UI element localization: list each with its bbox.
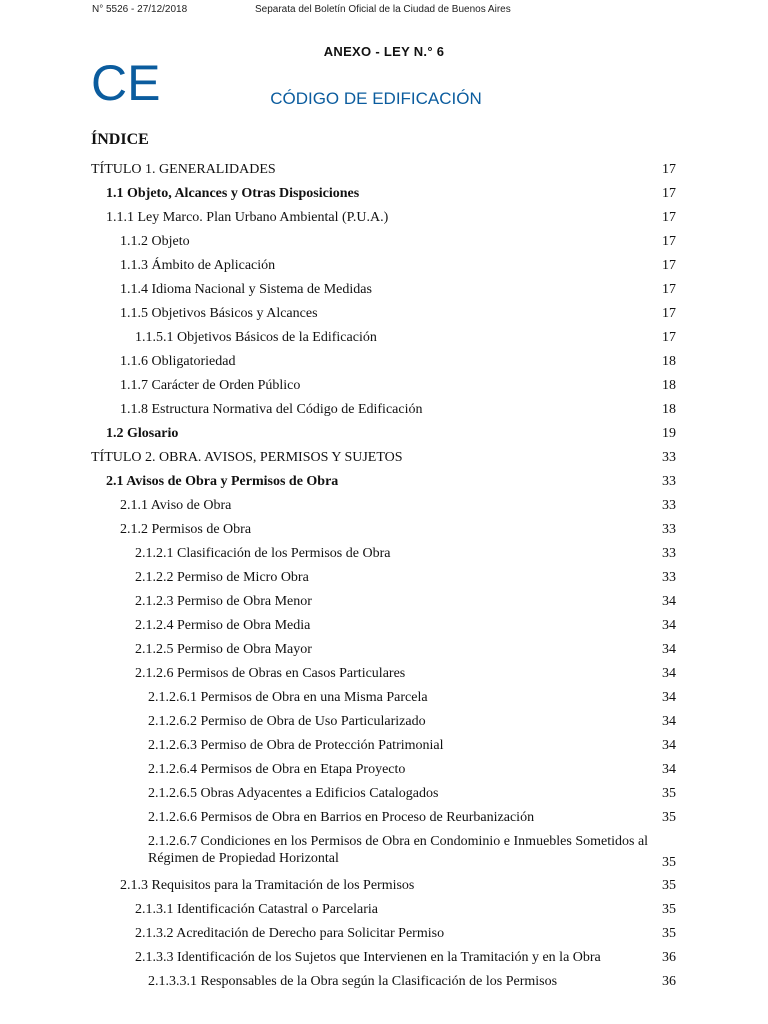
toc-entry-title: 2.1.2.6.1 Permisos de Obra en una Misma Parcela xyxy=(148,690,428,705)
toc-entry[interactable] xyxy=(0,662,768,686)
toc-entry-page: 33 xyxy=(662,450,676,465)
toc-entry-page: 34 xyxy=(662,762,676,777)
toc-entry-page: 34 xyxy=(662,618,676,633)
toc-entry-title: 1.1.5 Objetivos Básicos y Alcances xyxy=(120,306,318,321)
toc-entry[interactable] xyxy=(0,158,768,182)
toc-entry-title: 1.1.8 Estructura Normativa del Código de Edificación xyxy=(120,402,423,417)
toc-entry-title: 1.1.5.1 Objetivos Básicos de la Edificación xyxy=(135,330,377,345)
toc-entry-title: 2.1.2.6.2 Permiso de Obra de Uso Particularizado xyxy=(148,714,426,729)
toc-entry[interactable] xyxy=(0,734,768,758)
toc-entry-page: 17 xyxy=(662,186,676,201)
toc-entry-page: 17 xyxy=(662,162,676,177)
toc-entry-page: 18 xyxy=(662,354,676,369)
toc-entry-title: 1.2 Glosario xyxy=(106,426,179,441)
toc-entry-title: 2.1.2.6.7 Condiciones en los Permisos de Obra en Condominio e Inmuebles Sometidos al Régimen de Propiedad Horizontal xyxy=(148,834,649,866)
toc-entry[interactable] xyxy=(0,470,768,494)
document-title: CÓDIGO DE EDIFICACIÓN xyxy=(270,89,482,108)
toc-entry-page: 35 xyxy=(662,855,676,870)
toc-entry[interactable] xyxy=(0,446,768,470)
toc-entry-title: 2.1.2.1 Clasificación de los Permisos de Obra xyxy=(135,546,391,561)
toc-entry-page: 35 xyxy=(662,810,676,825)
toc-entry-title: 2.1.3.3 Identificación de los Sujetos que Intervienen en la Tramitación y en la Obra xyxy=(135,950,601,965)
anexo-heading: ANEXO - LEY N.° 6 xyxy=(323,44,445,59)
toc-entry-page: 33 xyxy=(662,474,676,489)
toc-entry-title: 2.1.2.4 Permiso de Obra Media xyxy=(135,618,311,633)
toc-entry[interactable] xyxy=(0,302,768,326)
toc-entry[interactable] xyxy=(0,898,768,922)
toc-entry-title: 2.1.2.5 Permiso de Obra Mayor xyxy=(135,642,312,657)
toc-entry-title: 2.1.2.3 Permiso de Obra Menor xyxy=(135,594,312,609)
toc-entry[interactable] xyxy=(0,566,768,590)
toc-entry-page: 33 xyxy=(662,546,676,561)
toc-entry[interactable] xyxy=(0,758,768,782)
toc-entry-page: 34 xyxy=(662,666,676,681)
toc-entry[interactable] xyxy=(0,782,768,806)
toc-entry[interactable] xyxy=(0,374,768,398)
toc-entry-title: 2.1.3 Requisitos para la Tramitación de los Permisos xyxy=(120,878,415,893)
toc-entry-page: 18 xyxy=(662,378,676,393)
toc-entry-page: 33 xyxy=(662,522,676,537)
toc-entry-title: 2.1.1 Aviso de Obra xyxy=(120,498,232,513)
toc-entry-title: 1.1.7 Carácter de Orden Público xyxy=(120,378,301,393)
toc-entry-title: 2.1.3.3.1 Responsables de la Obra según la Clasificación de los Permisos xyxy=(148,974,558,989)
toc-entry-page: 17 xyxy=(662,210,676,225)
toc-entry-page: 33 xyxy=(662,498,676,513)
toc-entry-page: 35 xyxy=(662,926,676,941)
toc-entry[interactable] xyxy=(0,494,768,518)
toc-entry-page: 36 xyxy=(662,974,676,989)
toc-entry[interactable] xyxy=(0,830,768,874)
toc-entry-title: 1.1 Objeto, Alcances y Otras Disposiciones xyxy=(106,186,360,201)
toc-entry-title: 2.1.2.6.4 Permisos de Obra en Etapa Proyecto xyxy=(148,762,406,777)
toc-entry[interactable] xyxy=(0,278,768,302)
issue-number-date: N° 5526 - 27/12/2018 xyxy=(92,4,188,15)
toc-entry[interactable] xyxy=(0,422,768,446)
toc-entry[interactable] xyxy=(0,326,768,350)
toc-entry[interactable] xyxy=(0,206,768,230)
toc-entry[interactable] xyxy=(0,638,768,662)
toc-entry[interactable] xyxy=(0,518,768,542)
toc-entry-title: 1.1.4 Idioma Nacional y Sistema de Medidas xyxy=(120,282,372,297)
table-of-contents xyxy=(0,158,768,994)
toc-entry-page: 33 xyxy=(662,570,676,585)
toc-entry-title: 2.1.3.2 Acreditación de Derecho para Solicitar Permiso xyxy=(135,926,445,941)
toc-entry-title: TÍTULO 2. OBRA. AVISOS, PERMISOS Y SUJETOS xyxy=(91,450,403,465)
toc-entry-title: TÍTULO 1. GENERALIDADES xyxy=(91,162,276,177)
toc-entry-page: 34 xyxy=(662,738,676,753)
toc-entry-page: 34 xyxy=(662,642,676,657)
toc-entry-title: 2.1 Avisos de Obra y Permisos de Obra xyxy=(106,474,339,489)
toc-entry-page: 34 xyxy=(662,690,676,705)
toc-entry-page: 35 xyxy=(662,878,676,893)
toc-entry[interactable] xyxy=(0,922,768,946)
toc-entry[interactable] xyxy=(0,230,768,254)
publication-name: Separata del Boletín Oficial de la Ciudad de Buenos Aires xyxy=(255,4,511,15)
toc-entry[interactable] xyxy=(0,806,768,830)
index-heading: ÍNDICE xyxy=(91,131,149,148)
toc-entry-page: 18 xyxy=(662,402,676,417)
toc-entry-page: 17 xyxy=(662,258,676,273)
toc-entry-page: 19 xyxy=(662,426,676,441)
toc-entry-title: 1.1.6 Obligatoriedad xyxy=(120,354,236,369)
ce-logo: CE xyxy=(91,55,161,111)
toc-entry[interactable] xyxy=(0,874,768,898)
toc-entry-title: 1.1.1 Ley Marco. Plan Urbano Ambiental (P.U.A.) xyxy=(106,210,389,225)
toc-entry[interactable] xyxy=(0,710,768,734)
toc-entry-page: 17 xyxy=(662,306,676,321)
toc-entry-page: 17 xyxy=(662,330,676,345)
toc-entry-page: 35 xyxy=(662,786,676,801)
toc-entry-page: 17 xyxy=(662,282,676,297)
toc-entry-page: 34 xyxy=(662,714,676,729)
toc-entry-title: 2.1.2.6.5 Obras Adyacentes a Edificios Catalogados xyxy=(148,786,439,801)
toc-entry-title: 2.1.2.6 Permisos de Obras en Casos Particulares xyxy=(135,666,406,681)
toc-entry-page: 34 xyxy=(662,594,676,609)
toc-entry-title: 2.1.2 Permisos de Obra xyxy=(120,522,252,537)
toc-entry[interactable] xyxy=(0,946,768,970)
toc-entry[interactable] xyxy=(0,970,768,994)
toc-entry-page: 17 xyxy=(662,234,676,249)
toc-entry-title: 1.1.3 Ámbito de Aplicación xyxy=(120,258,276,273)
toc-entry-title: 2.1.2.6.6 Permisos de Obra en Barrios en Proceso de Reurbanización xyxy=(148,810,535,825)
toc-entry-title: 2.1.3.1 Identificación Catastral o Parcelaria xyxy=(135,902,378,917)
toc-entry[interactable] xyxy=(0,350,768,374)
toc-entry[interactable] xyxy=(0,686,768,710)
toc-entry-page: 36 xyxy=(662,950,676,965)
toc-entry[interactable] xyxy=(0,590,768,614)
toc-entry-title: 1.1.2 Objeto xyxy=(120,234,190,249)
toc-entry[interactable] xyxy=(0,542,768,566)
toc-entry[interactable] xyxy=(0,398,768,422)
toc-entry[interactable] xyxy=(0,614,768,638)
toc-entry[interactable] xyxy=(0,182,768,206)
toc-entry-title: 2.1.2.2 Permiso de Micro Obra xyxy=(135,570,309,585)
toc-entry-page: 35 xyxy=(662,902,676,917)
toc-entry[interactable] xyxy=(0,254,768,278)
toc-entry-title: 2.1.2.6.3 Permiso de Obra de Protección Patrimonial xyxy=(148,738,444,753)
